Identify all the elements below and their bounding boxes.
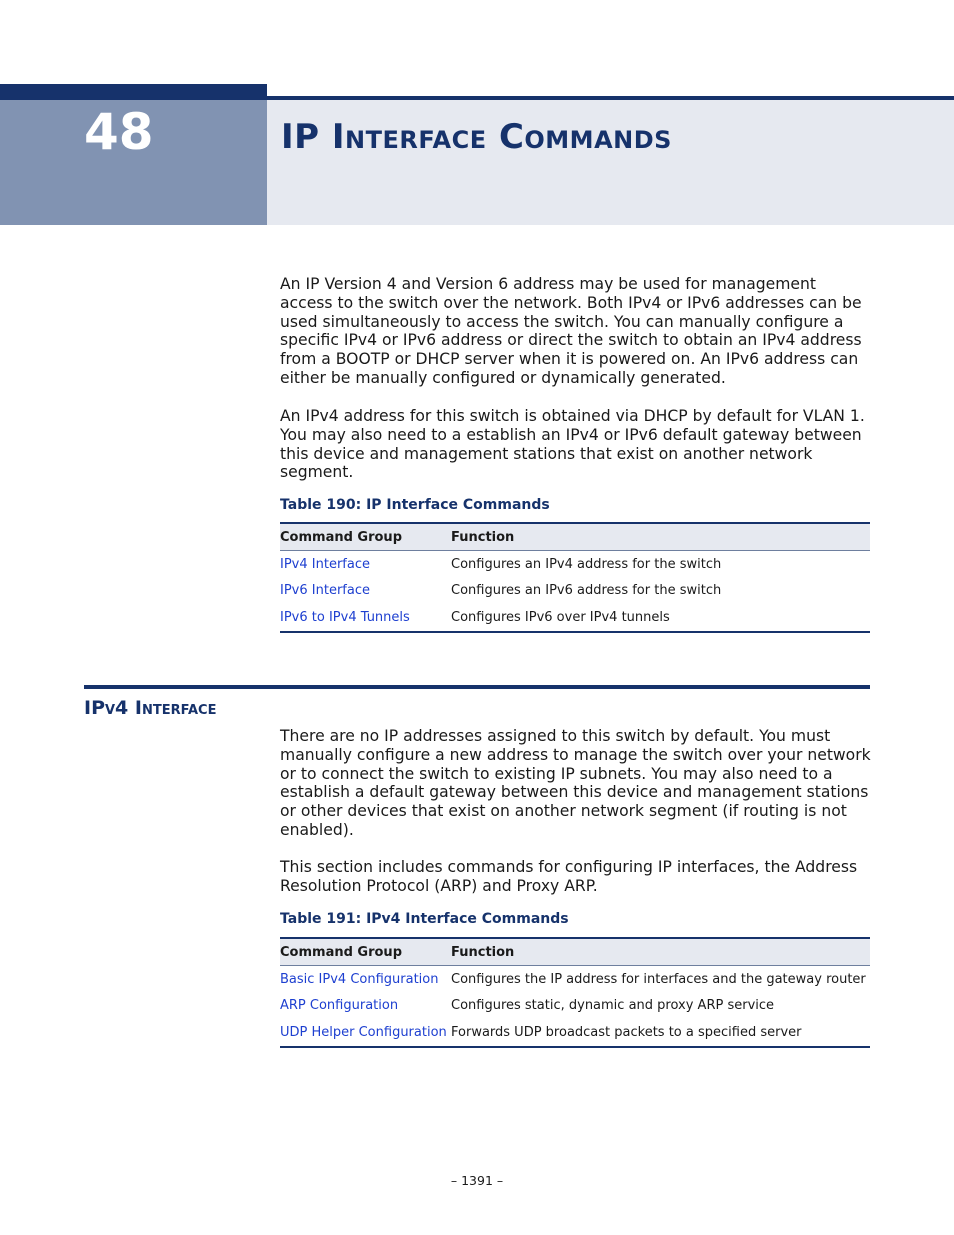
link-arp-configuration[interactable]: ARP Configuration [280, 998, 399, 1014]
page-number: – 1391 – [450, 1173, 504, 1188]
function-cell: Forwards UDP broadcast packets to a specified server [451, 1024, 802, 1040]
link-ipv6-to-ipv4-tunnels[interactable]: IPv6 to IPv4 Tunnels [280, 609, 410, 625]
section-rule [84, 685, 870, 689]
table-header-row [280, 937, 870, 966]
link-basic-ipv4-configuration[interactable]: Basic IPv4 Configuration [280, 971, 439, 987]
function-cell: Configures the IP address for interfaces and the gateway router [451, 971, 866, 987]
table-row [280, 1019, 870, 1046]
table-row [280, 966, 870, 993]
table-191-caption: Table 191: IPv4 Interface Commands [280, 911, 569, 927]
table-bottom-rule [280, 631, 870, 633]
table-row [280, 578, 870, 605]
function-cell: Configures static, dynamic and proxy ARP service [451, 998, 775, 1014]
intro-paragraph-2: An IPv4 address for this switch is obtained via DHCP by default for VLAN 1. You may also need to a establish an IPv4 or IPv6 default gateway between this device and management stations that exist on another network segment. [280, 407, 865, 482]
link-ipv6-interface[interactable]: IPv6 Interface [280, 583, 370, 599]
section-paragraph-2: This section includes commands for configuring IP interfaces, the Address Resolution Protocol (ARP) and Proxy ARP. [280, 858, 858, 895]
table-row [280, 993, 870, 1020]
table-row [280, 551, 870, 578]
column-header-function: Function [451, 529, 515, 545]
intro-paragraph-1: An IP Version 4 and Version 6 address may be used for management access to the switch over the network. Both IPv4 or IPv6 addresses can be used simultaneously to access the switch. You can manually configure a specific IPv4 or IPv6 address or direct the switch to obtain an IPv4 address from a BOOTP or DHCP server when it is powered on. An IPv6 address can either be manually configured or dynamically generated. [280, 275, 862, 387]
function-cell: Configures an IPv6 address for the switch [451, 583, 722, 599]
function-cell: Configures IPv6 over IPv4 tunnels [451, 609, 670, 625]
link-ipv4-interface[interactable]: IPv4 Interface [280, 556, 370, 572]
table-191 [280, 937, 870, 1048]
table-header-row [280, 522, 870, 551]
column-header-function: Function [451, 944, 515, 960]
table-190 [280, 522, 870, 633]
chapter-title: IP Interface Commands [281, 117, 672, 157]
function-cell: Configures an IPv4 address for the switch [451, 556, 722, 572]
section-title: IPv4 Interface [84, 697, 217, 719]
table-190-caption: Table 190: IP Interface Commands [280, 497, 550, 513]
table-bottom-rule [280, 1046, 870, 1048]
column-header-command-group: Command Group [280, 944, 402, 960]
section-paragraph-1: There are no IP addresses assigned to this switch by default. You must manually configure a new address to manage the switch over your network or to connect the switch to existing IP subnets. You may also need to a establish a default gateway between this device and management stations or other devices that exist on another network segment (if routing is not enabled). [280, 727, 871, 839]
column-header-command-group: Command Group [280, 529, 402, 545]
link-udp-helper-configuration[interactable]: UDP Helper Configuration [280, 1024, 447, 1040]
chapter-number: 48 [84, 103, 154, 161]
table-row [280, 604, 870, 631]
